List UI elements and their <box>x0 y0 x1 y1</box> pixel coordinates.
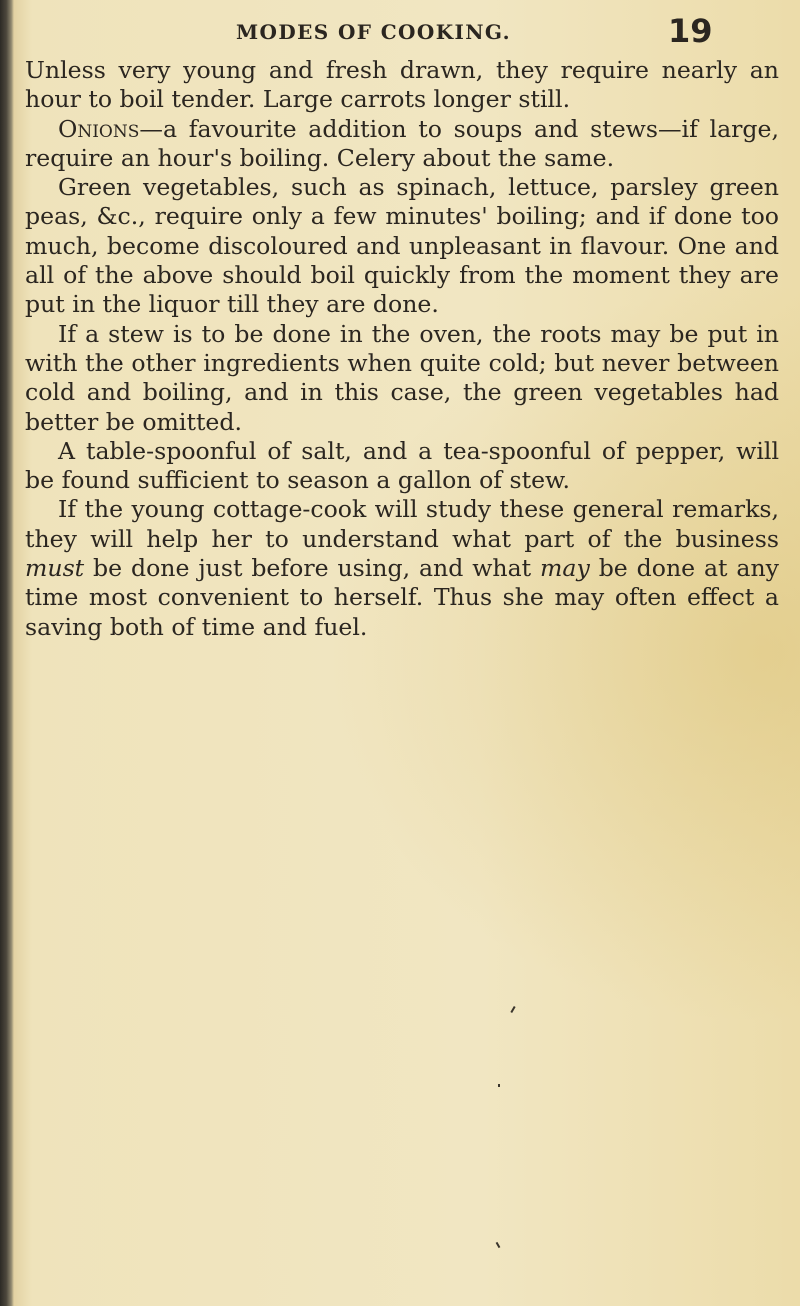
paragraph: If a stew is to be done in the oven, the roots may be put in with the other ingredients when quite cold; but never between cold and boiling, and in this case, the green vegetables had better be omitted. <box>25 319 779 436</box>
paragraph-text: —a favourite addition to soups and stews—if large, require an hour's boiling. Celery about the same. <box>25 114 779 172</box>
book-spine-shadow <box>0 0 14 1306</box>
paragraph <box>25 495 779 641</box>
paragraph-text: If the young cottage-cook will study these general remarks, they will help her to understand what part of the business <box>25 495 779 553</box>
emphasis-must: must <box>25 554 85 583</box>
page-number: 19 <box>668 12 713 50</box>
paragraph-text: be done just before using, and what <box>84 554 541 583</box>
stray-mark <box>496 1242 501 1248</box>
paragraph <box>25 115 779 174</box>
paragraph-text: be done at any time most convenient to herself. Thus she may often effect a saving both of time and fuel. <box>25 554 779 641</box>
stray-mark <box>510 1006 515 1013</box>
running-head <box>0 12 800 52</box>
paragraph: Green vegetables, such as spinach, lettuce, parsley green peas, &c., require only a few minutes' boiling; and if done too much, become discoloured and unpleasant in flavour. One and all of the above should boil quickly from the moment they are put in the liquor till they are done. <box>25 173 779 319</box>
paragraph: A table-spoonful of salt, and a tea-spoonful of pepper, will be found sufficient to season a gallon of stew. <box>25 436 779 495</box>
body-text <box>25 56 779 642</box>
stray-mark <box>498 1084 500 1087</box>
paragraph-lead-word: Onions <box>58 114 140 143</box>
running-title: MODES OF COOKING. <box>236 20 512 44</box>
paragraph: Unless very young and fresh drawn, they require nearly an hour to boil tender. Large carrots longer still. <box>25 56 779 114</box>
emphasis-may: may <box>540 554 590 583</box>
